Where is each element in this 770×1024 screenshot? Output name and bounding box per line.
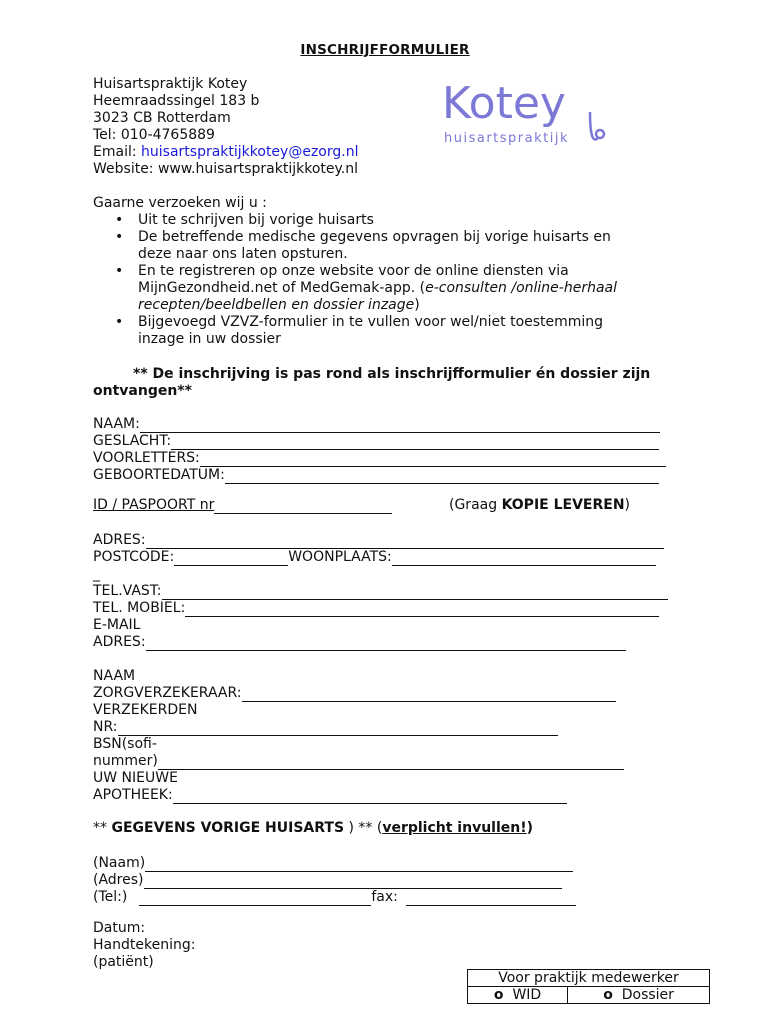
address-line[interactable] <box>146 534 664 549</box>
wid-checkbox[interactable]: o <box>493 987 504 1003</box>
previous-gp-tel-line[interactable] <box>139 891 371 906</box>
initials-field[interactable] <box>93 450 666 467</box>
postcode-line[interactable] <box>174 551 288 566</box>
name-field[interactable] <box>93 416 660 433</box>
previous-gp-heading <box>93 820 533 837</box>
dossier-checkbox[interactable]: o <box>603 987 613 1003</box>
practice-email-row <box>93 144 358 161</box>
gender-line[interactable] <box>171 435 659 450</box>
previous-gp-tel-label: (Tel:) <box>93 889 128 905</box>
list-item-text: inzage in uw dossier <box>138 331 281 347</box>
logo-sub: huisartspraktijk <box>444 131 569 146</box>
insurer-line[interactable] <box>242 687 616 702</box>
pharmacy-label: APOTHEEK: <box>93 787 173 803</box>
practice-address <box>93 76 358 178</box>
list-item-text: recepten/beeldbellen en dossier inzage <box>138 297 415 313</box>
heading-bold: GEGEVENS VORIGE HUISARTS <box>111 820 345 836</box>
birthdate-label: GEBOORTEDATUM: <box>93 467 225 483</box>
email-label: Email: <box>93 144 142 160</box>
id-note-text: ) <box>624 497 631 513</box>
list-item-text: Uit te schrijven bij vorige huisarts <box>138 212 374 228</box>
registration-notice <box>93 366 683 400</box>
dossier-label: Dossier <box>621 987 674 1003</box>
postcode-label: POSTCODE: <box>93 549 175 565</box>
practice-city: 3023 CB Rotterdam <box>93 110 231 126</box>
previous-gp-name-field[interactable] <box>93 855 573 872</box>
notice-text: ** De inschrijving is pas rond als inschrijfformulier én dossier zijn ontvangen** <box>93 366 651 399</box>
list-item <box>93 314 693 348</box>
initials-line[interactable] <box>200 452 666 467</box>
email-line[interactable] <box>146 636 626 651</box>
practice-website: Website: www.huisartspraktijkkotey.nl <box>93 161 359 177</box>
birthdate-line[interactable] <box>225 469 659 484</box>
bsn-label-line1: BSN(sofi- <box>93 736 157 752</box>
landline-line[interactable] <box>162 585 668 600</box>
id-note-bold: KOPIE LEVEREN <box>501 497 625 513</box>
wid-option[interactable] <box>468 987 568 1004</box>
gender-field[interactable] <box>93 433 659 450</box>
bullet-dot: • <box>115 229 124 245</box>
mobile-field[interactable] <box>93 600 659 617</box>
id-note <box>449 497 630 514</box>
id-field[interactable] <box>93 497 392 514</box>
pharmacy-label-line1: UW NIEUWE <box>93 770 178 786</box>
insured-number-field[interactable] <box>93 719 558 736</box>
previous-gp-fax-label: fax: <box>371 889 398 905</box>
practice-tel: Tel: 010-4765889 <box>93 127 215 143</box>
dossier-option[interactable] <box>568 987 710 1004</box>
list-item <box>93 212 693 229</box>
initials-label: VOORLETTERS: <box>93 450 200 466</box>
previous-gp-address-field[interactable] <box>93 872 562 889</box>
mobile-label: TEL. MOBIEL: <box>93 600 186 616</box>
pharmacy-field[interactable] <box>93 787 567 804</box>
intro-text: Gaarne verzoeken wij u : <box>93 195 267 211</box>
id-line[interactable] <box>214 499 392 514</box>
bullet-dot: • <box>115 263 124 279</box>
kotey-logo <box>440 76 615 156</box>
bullet-dot: • <box>115 314 124 330</box>
bsn-label: nummer) <box>93 753 158 769</box>
insurer-field[interactable] <box>93 685 616 702</box>
mobile-line[interactable] <box>185 602 659 617</box>
landline-label: TEL.VAST: <box>93 583 162 599</box>
stray-underscore: _ <box>93 566 100 582</box>
pharmacy-line[interactable] <box>173 789 567 804</box>
list-item-text: De betreffende medische gegevens opvragen bij vorige huisarts en <box>138 229 611 245</box>
bsn-field[interactable] <box>93 753 624 770</box>
insurer-label-line1: NAAM <box>93 668 136 684</box>
list-item-text: MijnGezondheid.net of MedGemak-app. ( <box>138 280 426 296</box>
landline-field[interactable] <box>93 583 668 600</box>
heading-required: verplicht invullen! <box>382 820 527 836</box>
practice-street: Heemraadssingel 183 b <box>93 93 260 109</box>
request-list <box>93 212 693 348</box>
previous-gp-name-label: (Naam) <box>93 855 146 871</box>
previous-gp-name-line[interactable] <box>145 857 573 872</box>
form-title: INSCHRIJFFORMULIER <box>300 42 470 58</box>
address-label: ADRES: <box>93 532 146 548</box>
email-label-line1: E-MAIL <box>93 617 141 633</box>
stethoscope-icon <box>590 112 604 140</box>
previous-gp-address-line[interactable] <box>144 874 562 889</box>
insured-number-label: NR: <box>93 719 118 735</box>
staff-box-header: Voor praktijk medewerker <box>468 970 710 987</box>
city-line[interactable] <box>392 551 656 566</box>
heading-text: ) <box>526 820 534 836</box>
name-line[interactable] <box>140 418 660 433</box>
birthdate-field[interactable] <box>93 467 659 484</box>
date-label: Datum: <box>93 920 146 936</box>
gender-label: GESLACHT: <box>93 433 172 449</box>
postcode-field[interactable] <box>93 549 656 566</box>
previous-gp-address-label: (Adres) <box>93 872 144 888</box>
previous-gp-fax-line[interactable] <box>406 891 576 906</box>
email-field-label: ADRES: <box>93 634 146 650</box>
heading-text: ) ** ( <box>344 820 383 836</box>
insurer-label: ZORGVERZEKERAAR: <box>93 685 242 701</box>
signature-label: Handtekening: <box>93 937 196 953</box>
patient-label: (patiënt) <box>93 954 154 970</box>
logo-word: Kotey <box>442 78 566 129</box>
list-item <box>93 263 693 314</box>
heading-text: ** <box>93 820 112 836</box>
bullet-dot: • <box>115 212 124 228</box>
list-item <box>93 229 693 263</box>
practice-email-link[interactable]: huisartspraktijkkotey@ezorg.nl <box>141 144 359 160</box>
wid-label: WID <box>512 987 542 1003</box>
insured-label-line1: VERZEKERDEN <box>93 702 198 718</box>
bsn-line[interactable] <box>158 755 624 770</box>
staff-box <box>467 969 710 1004</box>
name-label: NAAM: <box>93 416 140 432</box>
id-note-text: (Graag <box>449 497 502 513</box>
city-label: WOONPLAATS: <box>288 549 392 565</box>
insured-number-line[interactable] <box>118 721 558 736</box>
email-field[interactable] <box>93 634 626 651</box>
list-item-text: En te registreren op onze website voor de online diensten via <box>138 263 569 279</box>
list-item-text: ) <box>414 297 420 313</box>
list-item-text: deze naar ons laten opsturen. <box>138 246 348 262</box>
list-item-text: Bijgevoegd VZVZ-formulier in te vullen voor wel/niet toestemming <box>138 314 604 330</box>
id-label: ID / PASPOORT nr <box>93 497 215 513</box>
practice-name: Huisartspraktijk Kotey <box>93 76 248 92</box>
address-field[interactable] <box>93 532 664 549</box>
previous-gp-tel-field[interactable] <box>93 889 576 906</box>
list-item-text: e-consulten /online-herhaal <box>425 280 618 296</box>
